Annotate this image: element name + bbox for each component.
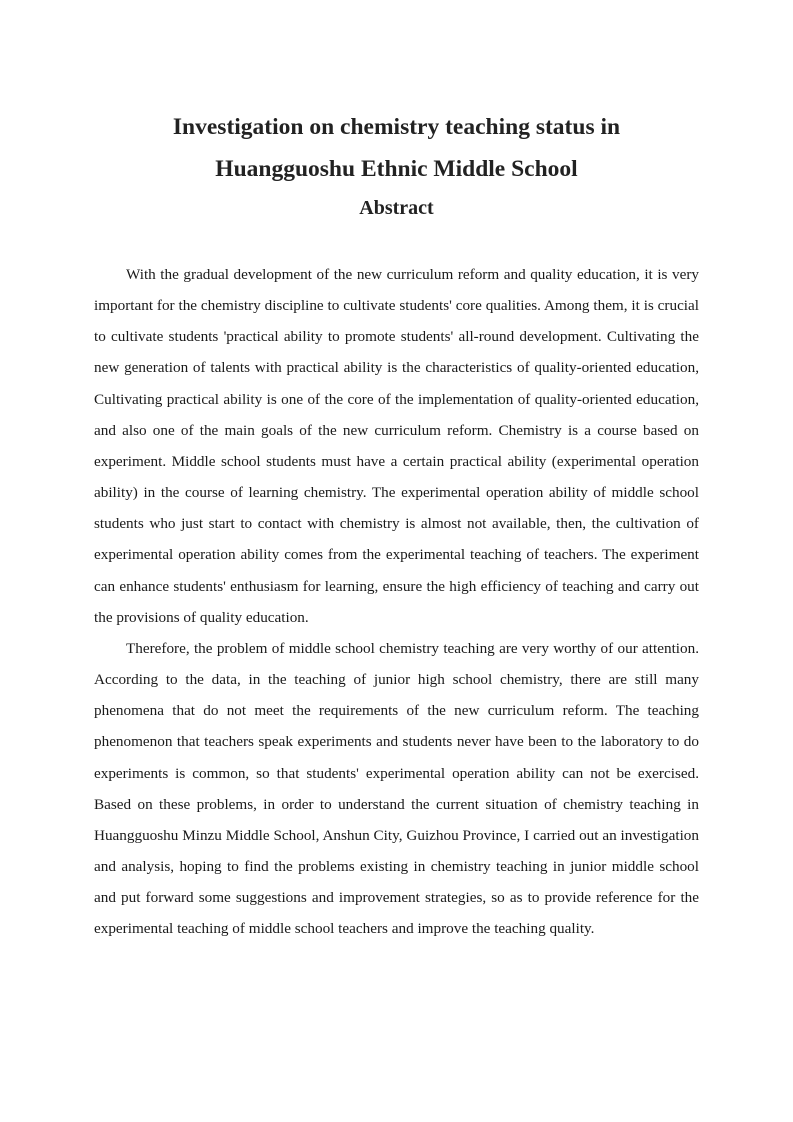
abstract-heading: Abstract bbox=[359, 197, 434, 219]
abstract-paragraph-2: Therefore, the problem of middle school chemistry teaching are very worthy of our attention. According to the data, in the teaching of junior high school chemistry, there are still many phenomena that do not meet the requirements of the new curriculum reform. The teaching phenomenon that teachers speak experiments and students never have been to the laboratory to do experiments is common, so that students' experimental operation ability can not be exercised. Based on these problems, in order to understand the current situation of chemistry teaching in Huangguoshu Minzu Middle School, Anshun City, Guizhou Province, I carried out an investigation and analysis, hoping to find the problems existing in chemistry teaching in junior middle school and put forward some suggestions and improvement strategies, so as to provide reference for the experimental teaching of middle school teachers and improve the teaching quality. bbox=[94, 639, 699, 938]
abstract-paragraph-1: With the gradual development of the new curriculum reform and quality education, it is very important for the chemistry discipline to cultivate students' core qualities. Among them, it is crucial to cultivate students 'practical ability to promote students' all-round development. Cultivating the new generation of talents with practical ability is the characteristics of quality-oriented education, Cultivating practical ability is one of the core of the implementation of quality-oriented education, and also one of the main goals of the new curriculum reform. Chemistry is a course based on experiment. Middle school students must have a certain practical ability (experimental operation ability) in the course of learning chemistry. The experimental operation ability of middle school students who just start to contact with chemistry is almost not available, then, the cultivation of experimental operation ability comes from the experimental teaching of teachers. The experiment can enhance students' enthusiasm for learning, ensure the high efficiency of teaching and carry out the provisions of quality education. bbox=[94, 266, 699, 626]
abstract-body bbox=[94, 259, 699, 944]
paper-title bbox=[94, 106, 699, 190]
paper-title-line-1: Investigation on chemistry teaching status in bbox=[172, 114, 621, 140]
paper-title-line-2: Huangguoshu Ethnic Middle School bbox=[215, 156, 578, 182]
